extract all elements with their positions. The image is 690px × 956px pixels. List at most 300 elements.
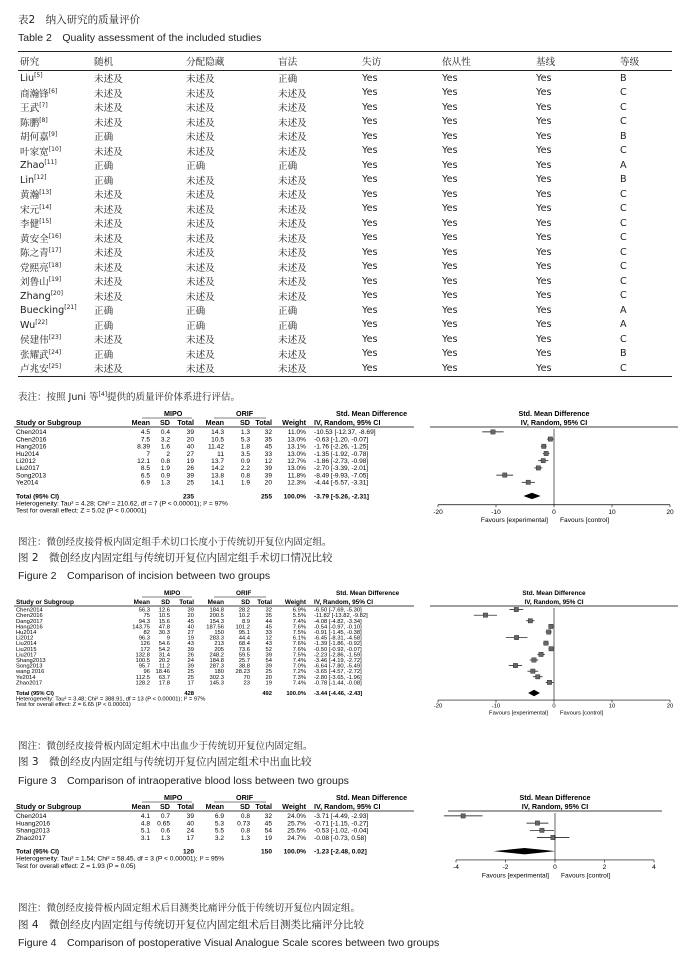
column-header: IV, Random, 95% CI — [314, 418, 381, 427]
study-ref: [6] — [48, 87, 58, 95]
study-value: 25.7 — [238, 658, 250, 664]
study-ref: [15] — [39, 218, 52, 226]
study-value: 28.23 — [235, 669, 250, 676]
table-row — [18, 231, 672, 246]
table-cell: C — [618, 361, 672, 376]
table-cell: Yes — [536, 348, 552, 360]
heterogeneity-text: Heterogeneity: Tau² = 3.48; Chi² = 388.91, df = 13 (P < 0.00001); I² = 97% — [16, 696, 206, 703]
study-value: 43 — [187, 641, 194, 648]
study-value: 5.3 — [240, 436, 250, 444]
total-diamond — [528, 690, 540, 696]
table-row — [18, 260, 672, 275]
study-value: 112.5 — [135, 674, 150, 681]
study-ref: [5] — [34, 72, 43, 80]
study-cell — [18, 86, 92, 101]
table-cell: Yes — [362, 145, 378, 157]
study-name: 陈之青 — [20, 248, 49, 260]
column-header: Total — [255, 802, 272, 811]
table-cell: C — [620, 116, 627, 128]
column-header: Study or Subgroup — [16, 599, 74, 606]
study-value: 10.5 — [158, 613, 170, 620]
study-value: 39 — [187, 646, 194, 653]
study-value: -8.49 [-9.93, -7.05] — [314, 472, 369, 480]
column-header: IV, Random, 95% CI — [314, 599, 374, 606]
table-cell: 未述及 — [186, 146, 215, 158]
study-value: 94.3 — [138, 618, 150, 625]
x-tick-label: -10 — [491, 508, 501, 516]
table-cell: Yes — [442, 348, 458, 360]
figure3-title-cn: 图 3 微创经皮内固定组与传统切开复位内固定组术中出血比较 — [18, 756, 312, 768]
study-name: 商瀚锋 — [20, 88, 49, 100]
table-cell: Yes — [536, 304, 552, 316]
figure3-title-en: Figure 3 Comparison of intraoperative blood loss between two groups — [18, 775, 349, 787]
study-value: 0.73 — [237, 820, 250, 828]
study-value: 32 — [264, 429, 272, 437]
study-value: -0.50 [-0.92, -0.07] — [314, 646, 362, 653]
table-cell: 未述及 — [94, 190, 123, 202]
study-value: 20 — [186, 436, 194, 444]
table-cell: 未述及 — [186, 190, 215, 202]
study-value: 3.1 — [140, 834, 150, 842]
study-value: 33 — [265, 630, 272, 636]
study-cell — [18, 289, 92, 304]
group-header-mipo: MIPO — [164, 409, 183, 418]
table-cell: 未述及 — [186, 74, 215, 86]
study-name: 李健 — [20, 219, 40, 231]
x-tick-label: -4 — [453, 864, 459, 872]
study-value: -0.78 [-1.44, -0.08] — [314, 680, 362, 687]
favours-right: Favours [control] — [560, 517, 610, 525]
study-value: 25 — [265, 669, 272, 676]
study-name: Hu2014 — [16, 450, 40, 458]
study-name: Zhao2017 — [16, 680, 43, 687]
study-value: 7.6% — [292, 646, 306, 653]
table-cell: B — [620, 348, 627, 360]
table-cell: C — [620, 87, 627, 99]
table-cell: Yes — [442, 159, 458, 171]
study-name: Chen2016 — [16, 436, 47, 444]
study-cell — [18, 245, 92, 260]
table-row — [18, 100, 672, 115]
table-cell: 未述及 — [278, 132, 307, 144]
table-cell: 正确 — [94, 175, 114, 187]
study-value: 54 — [265, 658, 272, 664]
study-value: -0.91 [-1.45, -0.38] — [314, 630, 362, 636]
study-value: 40 — [187, 624, 194, 631]
table-cell: Yes — [442, 174, 458, 186]
study-value: 70 — [243, 674, 250, 681]
study-value: 7.5% — [292, 630, 306, 636]
study-value: 213 — [214, 641, 224, 648]
table-cell: 未述及 — [186, 204, 215, 216]
study-value: 6.9 — [214, 813, 224, 821]
study-ref: [23] — [48, 334, 62, 342]
study-value: 13.0% — [287, 465, 306, 473]
table-row — [18, 71, 672, 86]
study-name: Lin — [20, 174, 35, 186]
column-header: Mean — [207, 599, 224, 606]
effect-square — [532, 658, 536, 662]
x-tick-label: 10 — [608, 508, 616, 516]
effect-square — [461, 814, 465, 818]
effect-square — [503, 473, 507, 477]
table-cell: 未述及 — [278, 204, 307, 216]
table-header-cell: 等级 — [618, 52, 672, 71]
study-value: 4.5 — [140, 429, 150, 437]
column-header: SD — [161, 599, 170, 606]
group-header-mipo: MIPO — [164, 793, 183, 802]
table-cell: 未述及 — [278, 219, 307, 231]
study-value: 96.3 — [138, 635, 150, 642]
study-name: Hu2014 — [16, 630, 37, 636]
study-value: -6.50 [-7.69, -5.30] — [314, 607, 362, 614]
column-header: IV, Random, 95% CI — [314, 802, 381, 811]
study-value: 59.5 — [238, 652, 250, 659]
study-value: 1.3 — [240, 429, 250, 437]
study-name: Wu — [20, 319, 36, 331]
study-value: 172 — [140, 646, 150, 653]
total-n1: 428 — [184, 691, 194, 698]
study-ref: [19] — [48, 276, 62, 284]
study-name: Song2013 — [16, 663, 43, 670]
column-header: Mean — [205, 418, 224, 427]
study-value: 2 — [166, 450, 170, 458]
study-value: 283.3 — [209, 635, 224, 642]
study-value: 19 — [187, 635, 194, 642]
table-cell: C — [620, 246, 627, 258]
study-value: 96 — [143, 669, 150, 676]
column-header: Mean — [133, 599, 150, 606]
total-diamond — [523, 493, 540, 499]
study-name: Li2012 — [16, 458, 36, 465]
x-tick-label: 0 — [553, 864, 557, 872]
table-row — [18, 347, 672, 362]
table-row — [18, 202, 672, 217]
study-value: 1.9 — [240, 479, 250, 487]
study-value: 39 — [186, 429, 194, 437]
study-value: 248.2 — [209, 652, 224, 659]
table-cell: 正确 — [278, 306, 298, 318]
study-value: 25 — [187, 669, 194, 676]
study-value: 0.9 — [240, 458, 250, 465]
study-value: 1.8 — [240, 443, 250, 451]
study-value: 126 — [140, 641, 150, 648]
table-cell: Yes — [442, 333, 458, 345]
table-header-cell: 失访 — [360, 52, 440, 71]
total-ci: -3.44 [-4.46, -2.43] — [314, 691, 363, 698]
study-value: 28.2 — [238, 607, 250, 614]
study-value: 75 — [143, 613, 150, 620]
study-value: 13.1% — [287, 443, 306, 451]
table-cell: Yes — [442, 72, 458, 84]
study-value: 5.5 — [214, 827, 224, 835]
table-cell: 未述及 — [186, 132, 215, 144]
table-cell: Yes — [442, 101, 458, 113]
table-cell: C — [620, 188, 627, 200]
table-header-cell: 研究 — [18, 52, 92, 71]
study-value: 7.5 — [140, 436, 150, 444]
table-cell: Yes — [442, 290, 458, 302]
study-value: 7.4% — [292, 658, 306, 664]
table-cell: 未述及 — [278, 262, 307, 274]
study-value: 39 — [186, 813, 194, 821]
table-cell: 未述及 — [278, 349, 307, 361]
effect-square — [541, 458, 545, 462]
study-value: 17 — [187, 680, 194, 687]
table-cell: Yes — [362, 290, 378, 302]
study-value: 12.3% — [287, 479, 306, 487]
study-value: 0.65 — [157, 820, 170, 828]
table-cell: 未述及 — [94, 233, 123, 245]
study-name: Chen2014 — [16, 813, 47, 821]
study-name: Li2012 — [16, 635, 34, 642]
study-value: 0.8 — [240, 827, 250, 835]
table-cell: 未述及 — [278, 103, 307, 115]
group-header-smd-plot: Std. Mean Difference — [518, 409, 590, 418]
study-value: 13.8 — [211, 472, 224, 480]
effect-square — [542, 444, 546, 448]
table-cell: Yes — [442, 319, 458, 331]
column-header: Total — [177, 802, 194, 811]
table-cell: Yes — [442, 246, 458, 258]
study-value: 95.1 — [238, 630, 250, 636]
table-cell: C — [620, 261, 627, 273]
table-cell: 未述及 — [186, 88, 215, 100]
x-tick-label: 0 — [552, 508, 556, 516]
table-row — [18, 173, 672, 188]
study-value: 3.2 — [160, 436, 170, 444]
table-header-cell: 随机 — [92, 52, 184, 71]
study-value: 7 — [146, 450, 150, 458]
study-name: Ye2014 — [16, 674, 36, 681]
column-header: Mean — [205, 802, 224, 811]
study-cell — [18, 144, 92, 159]
table-header-cell: 依从性 — [440, 52, 534, 71]
study-value: 30.3 — [158, 630, 170, 636]
study-value: 31.4 — [158, 652, 170, 659]
table-cell: Yes — [362, 333, 378, 345]
study-value: 39 — [186, 472, 194, 480]
table-header-cell: 基线 — [534, 52, 618, 71]
table-cell: Yes — [362, 188, 378, 200]
table-row — [18, 361, 672, 376]
effect-square — [514, 635, 518, 639]
table-cell: Yes — [536, 188, 552, 200]
study-value: -1.35 [-1.92, -0.78] — [314, 450, 369, 458]
table-cell: Yes — [362, 87, 378, 99]
study-name: Song2013 — [16, 472, 47, 480]
effect-square — [483, 613, 487, 617]
study-value: 40 — [186, 820, 194, 828]
study-name: 黄安全 — [20, 233, 49, 245]
study-value: -0.08 [-0.73, 0.58] — [314, 834, 367, 842]
table-cell: 未述及 — [186, 248, 215, 260]
table-cell: C — [620, 333, 627, 345]
study-value: 39 — [264, 472, 272, 480]
column-header: Weight — [282, 418, 306, 427]
total-label: Total (95% CI) — [16, 848, 60, 856]
study-cell — [18, 187, 92, 202]
study-value: 17 — [186, 834, 194, 842]
study-value: 14.3 — [211, 429, 224, 437]
study-value: 39 — [265, 663, 272, 670]
study-value: 1.6 — [160, 443, 170, 451]
table-cell: Yes — [536, 130, 552, 142]
study-value: 39 — [265, 652, 272, 659]
table-cell: Yes — [362, 203, 378, 215]
study-value: 44 — [265, 618, 272, 625]
study-value: 184.8 — [209, 607, 224, 614]
column-header: Study or Subgroup — [16, 802, 82, 811]
study-ref: [12] — [34, 173, 47, 181]
study-cell — [18, 173, 92, 188]
table-cell: 未述及 — [186, 291, 215, 303]
study-value: 45 — [265, 624, 272, 631]
study-value: 180 — [214, 669, 224, 676]
table-cell: 未述及 — [186, 349, 215, 361]
study-value: 20 — [264, 479, 272, 487]
study-name: Liu — [20, 73, 35, 85]
table-cell: Yes — [536, 232, 552, 244]
study-value: 100.5 — [135, 658, 150, 664]
forest-plot-vas — [14, 792, 684, 902]
table-cell: Yes — [442, 145, 458, 157]
study-ref: [21] — [64, 304, 77, 312]
table-cell: Yes — [536, 246, 552, 258]
total-weight: 100.0% — [286, 691, 306, 698]
column-header: Mean — [131, 802, 150, 811]
study-name: Liu2015 — [16, 646, 37, 653]
study-value: 63.7 — [158, 674, 170, 681]
study-value: 19 — [264, 834, 272, 842]
table-cell: 未述及 — [278, 335, 307, 347]
figure4-title-en: Figure 4 Comparison of postoperative Visual Analogue Scale scores between two groups — [18, 937, 440, 949]
study-name: 卢兆安 — [20, 364, 49, 376]
table-cell: Yes — [536, 72, 552, 84]
table-row — [18, 274, 672, 289]
study-value: 39 — [187, 607, 194, 614]
study-value: 23 — [243, 680, 250, 687]
total-n2: 255 — [260, 493, 272, 501]
table-cell: 正确 — [186, 306, 206, 318]
study-value: 9 — [166, 635, 170, 642]
study-value: 24.0% — [287, 813, 306, 821]
study-value: 154.3 — [209, 618, 224, 625]
group-header-smd: Std. Mean Difference — [336, 793, 408, 802]
study-value: 11.2 — [159, 663, 170, 670]
study-ref: [8] — [39, 116, 48, 124]
table-cell: C — [620, 290, 627, 302]
total-ci: -3.79 [-5.26, -2.31] — [314, 493, 369, 501]
table-cell: 未述及 — [94, 291, 123, 303]
study-value: -6.45 [-8.31, -4.58] — [314, 635, 362, 642]
column-header: SD — [241, 599, 250, 606]
study-ref: [11] — [44, 159, 57, 167]
study-name: Huang2016 — [16, 820, 51, 828]
table-cell: Yes — [362, 116, 378, 128]
study-value: 56.3 — [138, 607, 150, 614]
study-value: 184.8 — [209, 658, 224, 664]
study-value: 187.56 — [206, 624, 224, 631]
study-name: Zhang — [20, 290, 51, 302]
study-name: 张耀武 — [20, 349, 49, 361]
study-value: 128.2 — [135, 680, 150, 687]
study-value: 54 — [264, 827, 272, 835]
study-value: 24 — [186, 827, 194, 835]
study-value: -2.70 [-3.39, -2.01] — [314, 465, 369, 473]
study-value: 1.3 — [240, 834, 250, 842]
study-value: -0.54 [-0.97, -0.10] — [314, 624, 362, 631]
total-n2: 150 — [260, 848, 272, 856]
study-value: 44.4 — [238, 635, 250, 642]
table-cell: 正确 — [278, 320, 298, 332]
table-cell: 未述及 — [186, 262, 215, 274]
study-cell — [18, 231, 92, 246]
overall-effect-text: Test for overall effect: Z = 5.02 (P < 0.00001) — [16, 507, 147, 515]
table-cell: Yes — [536, 319, 552, 331]
study-value: -11.82 [-13.82, -9.82] — [314, 613, 368, 620]
study-value: 2.2 — [240, 465, 250, 473]
table-cell: 未述及 — [186, 335, 215, 347]
study-value: 4.1 — [140, 813, 150, 821]
column-header: Total — [255, 418, 272, 427]
study-name: 叶家宽 — [20, 146, 49, 158]
heterogeneity-text: Heterogeneity: Tau² = 1.54; Chi² = 58.45, df = 3 (P < 0.00001); I² = 95% — [16, 855, 225, 863]
study-ref: [13] — [39, 189, 52, 197]
table-cell: C — [620, 101, 627, 113]
study-name: Liu2017 — [16, 652, 37, 659]
effect-square — [549, 624, 553, 628]
study-value: 145.3 — [209, 680, 224, 687]
study-value: -4.08 [-4.82, -3.34] — [314, 618, 362, 625]
study-value: 0.8 — [240, 472, 250, 480]
column-header: Mean — [131, 418, 150, 427]
study-value: 7.4% — [292, 680, 306, 687]
study-cell — [18, 347, 92, 362]
x-tick-label: 10 — [608, 703, 616, 710]
total-diamond — [494, 848, 556, 854]
table-cell: Yes — [536, 333, 552, 345]
table-cell: 未述及 — [186, 233, 215, 245]
column-header: IV, Random, 95% CI — [521, 802, 589, 811]
heterogeneity-text: Heterogeneity: Tau² = 4.28; Chi² = 210.62, df = 7 (P < 0.00001); I² = 97% — [16, 500, 228, 508]
table-cell: Yes — [362, 232, 378, 244]
table-cell: Yes — [534, 361, 618, 376]
study-ref: [17] — [48, 247, 62, 255]
study-value: 200.5 — [209, 613, 224, 620]
study-value: 6.9 — [140, 479, 150, 487]
table-cell: C — [620, 232, 627, 244]
study-value: 7.6% — [292, 641, 306, 648]
study-value: 6.9% — [292, 607, 306, 614]
column-header: Total — [257, 599, 272, 606]
effect-square — [531, 669, 535, 673]
table-row — [18, 303, 672, 318]
study-value: 7.5% — [292, 652, 306, 659]
table-cell: Yes — [362, 304, 378, 316]
figure4-title-cn: 图 4 微创经皮内固定组与传统切开复位内固定组术后目测类比痛评分比较 — [18, 919, 365, 931]
study-value: 4.8 — [140, 820, 150, 828]
table-row — [18, 129, 672, 144]
study-cell — [18, 361, 92, 376]
column-header: IV, Random, 95% CI — [520, 418, 588, 427]
x-tick-label: 2 — [602, 864, 607, 872]
x-tick-label: -20 — [433, 703, 443, 710]
column-header: IV, Random, 95% CI — [524, 599, 584, 606]
table-cell: Yes — [536, 116, 552, 128]
study-value: 26 — [187, 652, 194, 659]
table-cell: 未述及 — [278, 291, 307, 303]
